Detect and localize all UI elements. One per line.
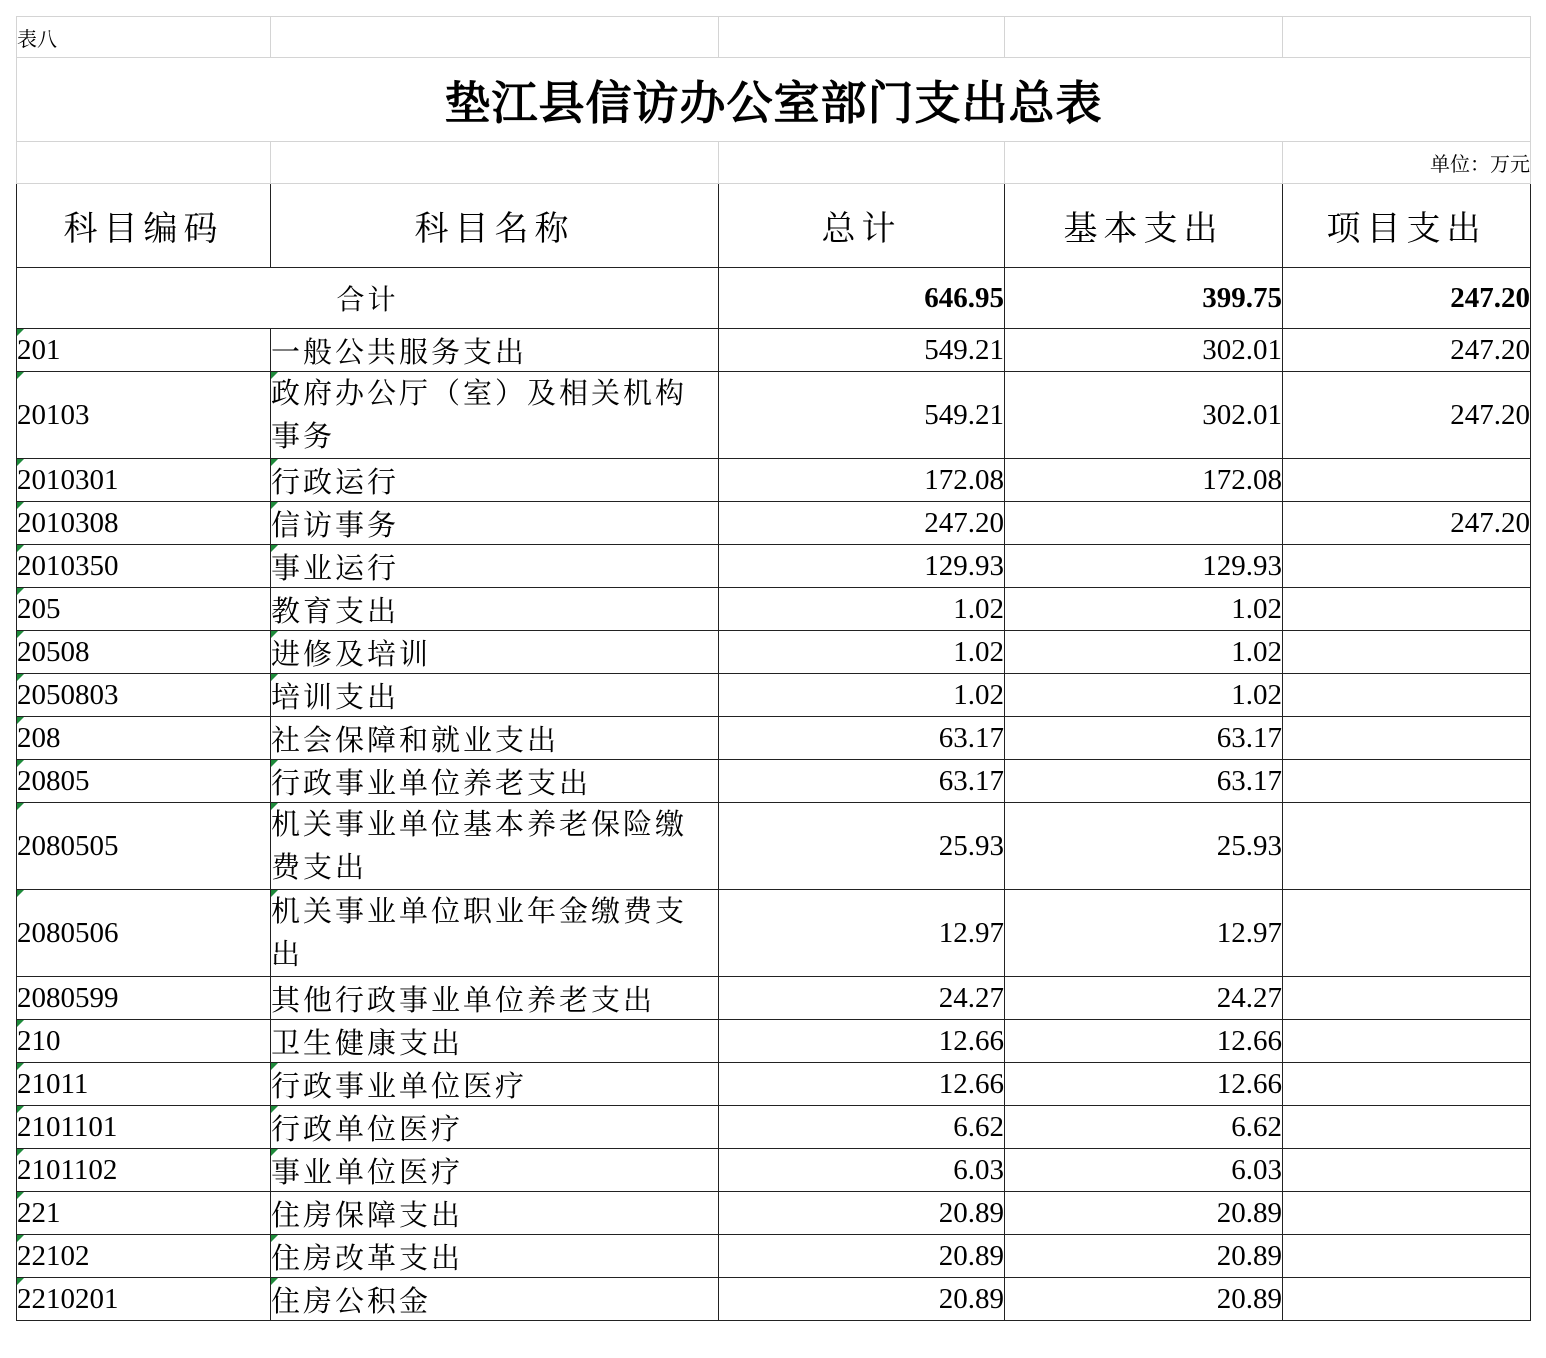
- total-cell: 1.02: [719, 674, 1005, 717]
- total-cell: 12.97: [719, 890, 1005, 977]
- total-cell: 1.02: [719, 631, 1005, 674]
- column-header-code: 科目编码: [17, 184, 271, 268]
- project-cell: [1283, 803, 1531, 890]
- unit-label: 单位：万元: [1283, 142, 1531, 184]
- total-row: [17, 268, 1531, 329]
- table-row: [17, 760, 1531, 803]
- basic-cell: 20.89: [1005, 1192, 1283, 1235]
- table-row: [17, 674, 1531, 717]
- code-cell: 21011: [17, 1063, 271, 1106]
- code-cell: 22102: [17, 1235, 271, 1278]
- basic-cell: 1.02: [1005, 588, 1283, 631]
- total-cell: 20.89: [719, 1192, 1005, 1235]
- column-header-project: 项目支出: [1283, 184, 1531, 268]
- code-cell: 201: [17, 329, 271, 372]
- total-cell: 20.89: [719, 1235, 1005, 1278]
- total-cell: 12.66: [719, 1063, 1005, 1106]
- column-header-total: 总计: [719, 184, 1005, 268]
- table-row: [17, 890, 1531, 977]
- name-cell: 政府办公厅（室）及相关机构事务: [271, 372, 719, 459]
- table-row: [17, 717, 1531, 760]
- table-row: [17, 329, 1531, 372]
- table-row: [17, 588, 1531, 631]
- total-cell: 6.03: [719, 1149, 1005, 1192]
- code-cell: 20103: [17, 372, 271, 459]
- name-cell: 行政单位医疗: [271, 1106, 719, 1149]
- basic-cell: 302.01: [1005, 329, 1283, 372]
- label-row: [17, 17, 1531, 58]
- table-row: [17, 977, 1531, 1020]
- basic-cell: 20.89: [1005, 1278, 1283, 1321]
- project-cell: [1283, 1106, 1531, 1149]
- name-cell: 信访事务: [271, 502, 719, 545]
- name-cell: 社会保障和就业支出: [271, 717, 719, 760]
- name-cell: 住房公积金: [271, 1278, 719, 1321]
- project-cell: 247.20: [1283, 502, 1531, 545]
- name-cell: 机关事业单位职业年金缴费支出: [271, 890, 719, 977]
- basic-cell: 6.62: [1005, 1106, 1283, 1149]
- total-cell: 20.89: [719, 1278, 1005, 1321]
- column-header-name: 科目名称: [271, 184, 719, 268]
- table-row: [17, 459, 1531, 502]
- expenditure-sheet: [16, 16, 1531, 1321]
- table-row: [17, 545, 1531, 588]
- code-cell: 2010350: [17, 545, 271, 588]
- name-cell: 事业运行: [271, 545, 719, 588]
- project-cell: 247.20: [1283, 329, 1531, 372]
- code-cell: 2080506: [17, 890, 271, 977]
- column-header-row: [17, 184, 1531, 268]
- project-cell: [1283, 1278, 1531, 1321]
- total-label: 合计: [17, 268, 719, 329]
- total-cell: 549.21: [719, 329, 1005, 372]
- total-cell: 63.17: [719, 717, 1005, 760]
- table-row: [17, 502, 1531, 545]
- table-row: [17, 1192, 1531, 1235]
- project-cell: [1283, 588, 1531, 631]
- table-row: [17, 1278, 1531, 1321]
- total-cell: 63.17: [719, 760, 1005, 803]
- basic-cell: 172.08: [1005, 459, 1283, 502]
- total-sum: 646.95: [719, 268, 1005, 329]
- basic-cell: 25.93: [1005, 803, 1283, 890]
- project-cell: [1283, 1192, 1531, 1235]
- project-cell: [1283, 459, 1531, 502]
- name-cell: 行政事业单位养老支出: [271, 760, 719, 803]
- table-row: [17, 1149, 1531, 1192]
- title-row: [17, 58, 1531, 142]
- code-cell: 205: [17, 588, 271, 631]
- code-cell: 221: [17, 1192, 271, 1235]
- basic-cell: 12.66: [1005, 1020, 1283, 1063]
- project-cell: [1283, 545, 1531, 588]
- basic-cell: [1005, 502, 1283, 545]
- basic-cell: 63.17: [1005, 760, 1283, 803]
- project-cell: [1283, 1149, 1531, 1192]
- basic-cell: 12.97: [1005, 890, 1283, 977]
- name-cell: 事业单位医疗: [271, 1149, 719, 1192]
- code-cell: 2080505: [17, 803, 271, 890]
- basic-cell: 129.93: [1005, 545, 1283, 588]
- project-cell: [1283, 1235, 1531, 1278]
- table-row: [17, 803, 1531, 890]
- name-cell: 机关事业单位基本养老保险缴费支出: [271, 803, 719, 890]
- basic-cell: 20.89: [1005, 1235, 1283, 1278]
- total-project: 247.20: [1283, 268, 1531, 329]
- total-cell: 24.27: [719, 977, 1005, 1020]
- name-cell: 卫生健康支出: [271, 1020, 719, 1063]
- code-cell: 20508: [17, 631, 271, 674]
- total-cell: 12.66: [719, 1020, 1005, 1063]
- total-cell: 1.02: [719, 588, 1005, 631]
- table-row: [17, 372, 1531, 459]
- name-cell: 其他行政事业单位养老支出: [271, 977, 719, 1020]
- table-row: [17, 1235, 1531, 1278]
- project-cell: [1283, 631, 1531, 674]
- total-cell: 549.21: [719, 372, 1005, 459]
- name-cell: 行政运行: [271, 459, 719, 502]
- unit-row: [17, 142, 1531, 184]
- code-cell: 2050803: [17, 674, 271, 717]
- name-cell: 进修及培训: [271, 631, 719, 674]
- total-cell: 247.20: [719, 502, 1005, 545]
- total-cell: 25.93: [719, 803, 1005, 890]
- code-cell: 2080599: [17, 977, 271, 1020]
- project-cell: [1283, 1020, 1531, 1063]
- basic-cell: 302.01: [1005, 372, 1283, 459]
- table-row: [17, 631, 1531, 674]
- basic-cell: 1.02: [1005, 631, 1283, 674]
- name-cell: 住房保障支出: [271, 1192, 719, 1235]
- total-cell: 172.08: [719, 459, 1005, 502]
- column-header-basic: 基本支出: [1005, 184, 1283, 268]
- basic-cell: 1.02: [1005, 674, 1283, 717]
- name-cell: 教育支出: [271, 588, 719, 631]
- code-cell: 20805: [17, 760, 271, 803]
- code-cell: 2010301: [17, 459, 271, 502]
- name-cell: 住房改革支出: [271, 1235, 719, 1278]
- project-cell: [1283, 890, 1531, 977]
- project-cell: [1283, 760, 1531, 803]
- name-cell: 行政事业单位医疗: [271, 1063, 719, 1106]
- project-cell: [1283, 717, 1531, 760]
- table-row: [17, 1020, 1531, 1063]
- total-cell: 129.93: [719, 545, 1005, 588]
- code-cell: 208: [17, 717, 271, 760]
- basic-cell: 24.27: [1005, 977, 1283, 1020]
- total-basic: 399.75: [1005, 268, 1283, 329]
- basic-cell: 6.03: [1005, 1149, 1283, 1192]
- code-cell: 2101101: [17, 1106, 271, 1149]
- table-label: 表八: [17, 17, 271, 58]
- table-row: [17, 1063, 1531, 1106]
- name-cell: 培训支出: [271, 674, 719, 717]
- basic-cell: 63.17: [1005, 717, 1283, 760]
- code-cell: 210: [17, 1020, 271, 1063]
- project-cell: [1283, 674, 1531, 717]
- page-title: 垫江县信访办公室部门支出总表: [17, 58, 1531, 142]
- project-cell: [1283, 1063, 1531, 1106]
- project-cell: [1283, 977, 1531, 1020]
- name-cell: 一般公共服务支出: [271, 329, 719, 372]
- total-cell: 6.62: [719, 1106, 1005, 1149]
- code-cell: 2210201: [17, 1278, 271, 1321]
- table-row: [17, 1106, 1531, 1149]
- code-cell: 2101102: [17, 1149, 271, 1192]
- project-cell: 247.20: [1283, 372, 1531, 459]
- basic-cell: 12.66: [1005, 1063, 1283, 1106]
- code-cell: 2010308: [17, 502, 271, 545]
